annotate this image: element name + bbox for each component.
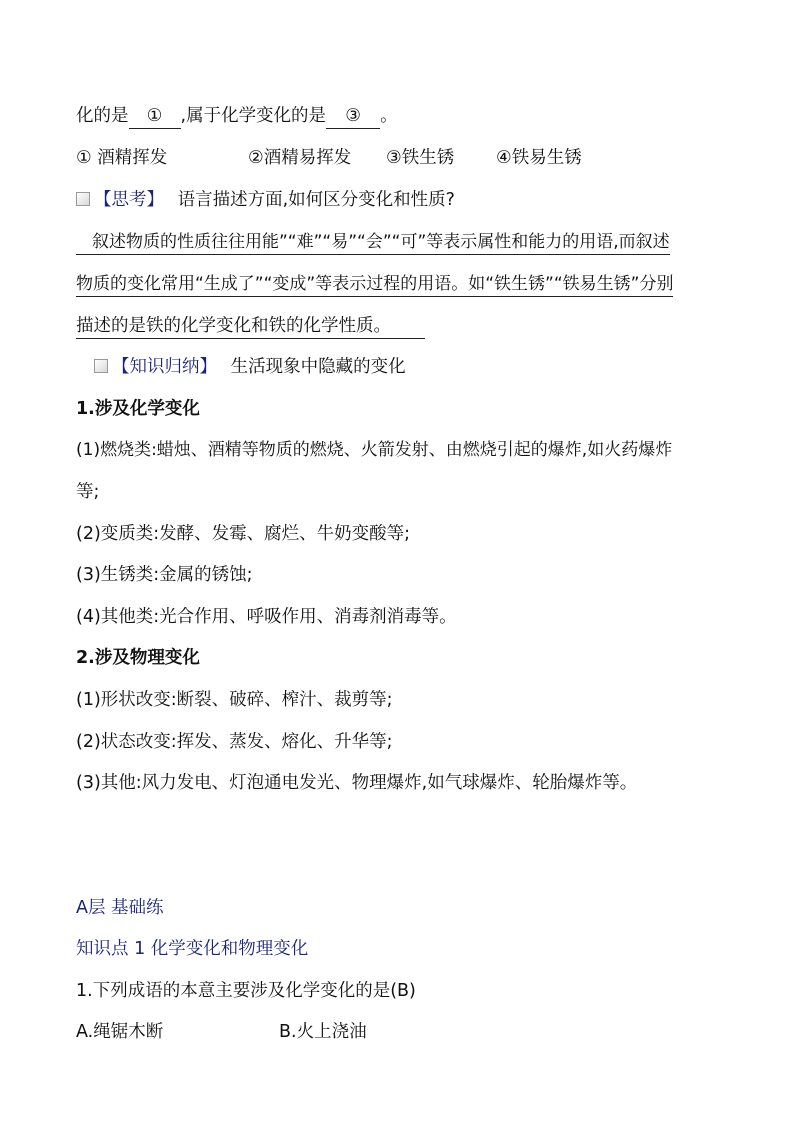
think-tag: 【思考】 <box>94 190 164 210</box>
section2-item2: (2)状态改变:挥发、蒸发、熔化、升华等; <box>76 732 393 752</box>
think-answer-3: 描述的是铁的化学变化和铁的化学性质。 <box>76 314 425 339</box>
option-4: ④铁易生锈 <box>496 148 582 168</box>
option-1: ① 酒精挥发 <box>76 148 168 168</box>
layer-title: A层 基础练 <box>76 898 164 918</box>
knowledge-point: 知识点 1 化学变化和物理变化 <box>76 939 309 959</box>
section2-item3: (3)其他:风力发电、灯泡通电发光、物理爆炸,如气球爆炸、轮胎爆炸等。 <box>76 773 638 793</box>
summary-tag: 【知识归纳】 <box>112 357 217 377</box>
think-line <box>76 188 455 212</box>
option-a: A.绳锯木断 <box>76 1022 164 1042</box>
section1-item1-cont: 等; <box>76 482 100 502</box>
section2-item1: (1)形状改变:断裂、破碎、榨汁、裁剪等; <box>76 690 393 710</box>
section1-item1: (1)燃烧类:蜡烛、酒精等物质的燃烧、火箭发射、由燃烧引起的爆炸,如火药爆炸 <box>76 440 673 460</box>
summary-title: 生活现象中隐藏的变化 <box>230 357 406 377</box>
option-b: B.火上浇油 <box>279 1022 367 1042</box>
think-answer-1: 叙述物质的性质往往用能”“难”“易”“会”“可”等表示属性和能力的用语,而叙述 <box>76 230 670 255</box>
option-2: ②酒精易挥发 <box>248 148 352 168</box>
fill-middle: ,属于化学变化的是 <box>180 106 327 126</box>
think-answer-2: 物质的变化常用“生成了”“变成”等表示过程的用语。如“铁生锈”“铁易生锈”分别 <box>76 272 673 297</box>
blank-2: ③ <box>326 104 380 129</box>
blank-1: ① <box>129 104 181 129</box>
summary-line <box>94 355 406 379</box>
fill-blank-line <box>76 104 398 129</box>
section1-heading: 1.涉及化学变化 <box>76 399 200 419</box>
fill-prefix: 化的是 <box>76 106 129 126</box>
section1-item3: (3)生锈类:金属的锈蚀; <box>76 565 253 585</box>
question1-stem: 1.下列成语的本意主要涉及化学变化的是(B) <box>76 981 416 1001</box>
think-question: 语言描述方面,如何区分变化和性质? <box>177 190 455 210</box>
section1-item4: (4)其他类:光合作用、呼吸作用、消毒剂消毒等。 <box>76 607 457 627</box>
option-3: ③铁生锈 <box>386 148 455 168</box>
fill-suffix: 。 <box>380 106 398 126</box>
note-icon <box>76 192 90 206</box>
section1-item2: (2)变质类:发酵、发霉、腐烂、牛奶变酸等; <box>76 524 411 544</box>
note-icon <box>94 359 108 373</box>
section2-heading: 2.涉及物理变化 <box>76 648 200 668</box>
